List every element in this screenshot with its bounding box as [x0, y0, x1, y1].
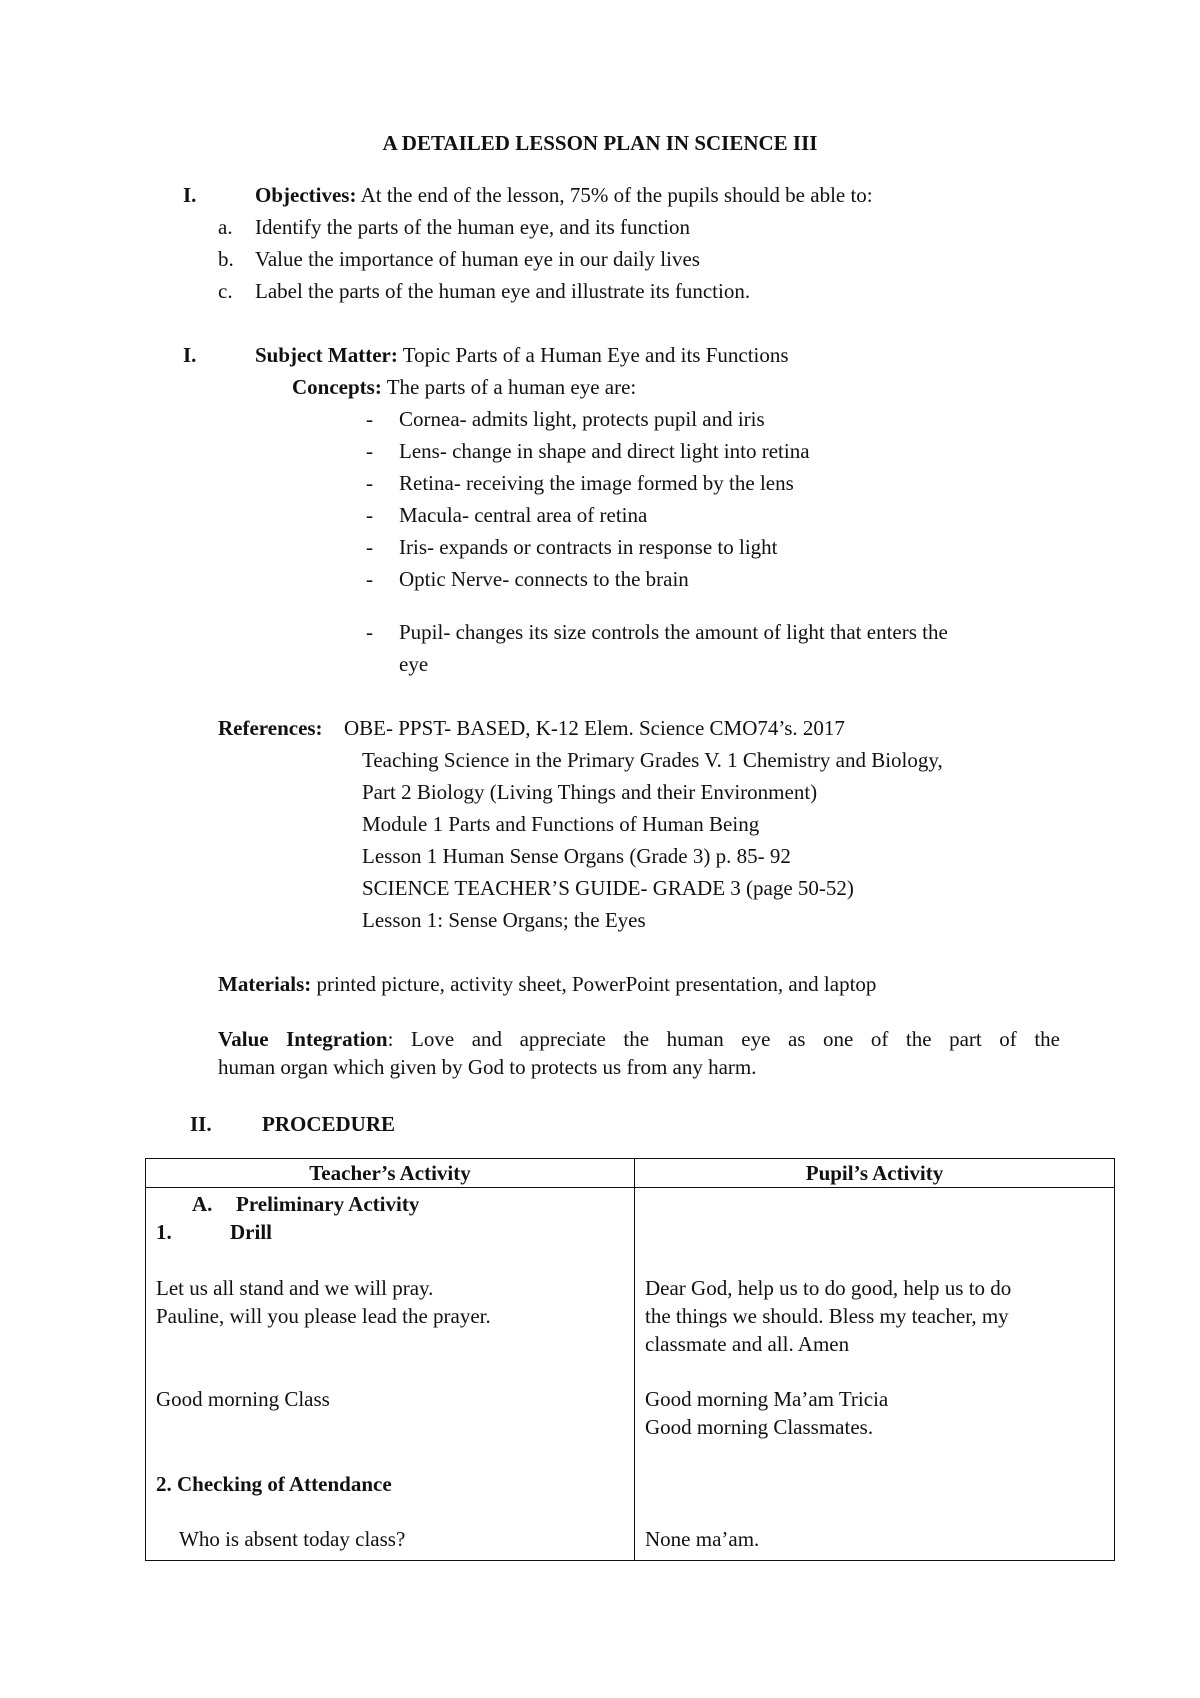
teacher-absent-question: Who is absent today class?: [179, 1527, 406, 1551]
concept-bullet: -: [366, 535, 373, 559]
objectives-heading: [255, 183, 873, 208]
reference-line: Lesson 1: Sense Organs; the Eyes: [362, 908, 646, 932]
preliminary-activity-title: Preliminary Activity: [236, 1192, 420, 1216]
pupil-activity-header: Pupil’s Activity: [635, 1159, 1115, 1188]
teacher-activity-cell: [146, 1188, 635, 1561]
pupil-prayer-line1: Dear God, help us to do good, help us to do: [645, 1276, 1012, 1300]
reference-line: Part 2 Biology (Living Things and their Environment): [362, 780, 818, 804]
pupil-prayer-line2: the things we should. Bless my teacher, my: [645, 1304, 1009, 1328]
procedure-table: [145, 1158, 1115, 1561]
materials-line: [218, 972, 876, 997]
concept-item: Iris- expands or contracts in response to light: [399, 535, 778, 559]
procedure-table-row: [146, 1188, 1115, 1561]
value-integration-label: Value Integration: [218, 1027, 388, 1051]
pupil-prayer-line3: classmate and all. Amen: [645, 1332, 850, 1356]
teacher-pray-line1: Let us all stand and we will pray.: [156, 1276, 434, 1300]
teacher-pray-line2: Pauline, will you please lead the prayer.: [156, 1304, 491, 1328]
reference-line: Module 1 Parts and Functions of Human Being: [362, 812, 760, 836]
objective-item-b: Value the importance of human eye in our daily lives: [255, 247, 700, 271]
concept-bullet: -: [366, 503, 373, 527]
attendance-title: 2. Checking of Attendance: [156, 1472, 392, 1496]
concept-item: Retina- receiving the image formed by the lens: [399, 471, 794, 495]
objective-marker-c: c.: [218, 279, 233, 303]
concept-bullet: -: [366, 439, 373, 463]
subject-matter-heading: [255, 343, 789, 368]
teacher-activity-header: Teacher’s Activity: [146, 1159, 635, 1188]
concepts-heading: [292, 375, 636, 400]
objectives-numeral: I.: [183, 183, 197, 207]
subject-matter-numeral: I.: [183, 343, 197, 367]
concept-bullet: -: [366, 620, 373, 644]
preliminary-marker: A.: [192, 1192, 213, 1216]
subject-matter-topic: Topic Parts of a Human Eye and its Functions: [402, 343, 789, 367]
teacher-greeting: Good morning Class: [156, 1387, 330, 1411]
drill-title: Drill: [230, 1220, 272, 1244]
concepts-label: Concepts:: [292, 375, 382, 399]
reference-line: Teaching Science in the Primary Grades V. 1 Chemistry and Biology,: [362, 748, 943, 772]
concepts-intro: The parts of a human eye are:: [386, 375, 637, 399]
pupil-greeting-line1: Good morning Ma’am Tricia: [645, 1387, 889, 1411]
value-integration-colon: :: [387, 1027, 394, 1051]
drill-number: 1.: [156, 1220, 172, 1244]
concept-bullet: -: [366, 567, 373, 591]
procedure-numeral: II.: [190, 1112, 212, 1136]
concept-item: Optic Nerve- connects to the brain: [399, 567, 689, 591]
concept-item: Lens- change in shape and direct light into retina: [399, 439, 810, 463]
objectives-label: Objectives:: [255, 183, 357, 207]
materials-label: Materials:: [218, 972, 312, 996]
procedure-table-header-row: [146, 1159, 1115, 1188]
pupil-greeting-line2: Good morning Classmates.: [645, 1415, 874, 1439]
objective-marker-a: a.: [218, 215, 233, 239]
concept-bullet: -: [366, 471, 373, 495]
concept-item: Cornea- admits light, protects pupil and iris: [399, 407, 765, 431]
reference-line: Lesson 1 Human Sense Organs (Grade 3) p. 85- 92: [362, 844, 791, 868]
reference-line: OBE- PPST- BASED, K-12 Elem. Science CMO74’s. 2017: [344, 716, 845, 740]
objective-item-a: Identify the parts of the human eye, and its function: [255, 215, 691, 239]
concept-bullet: -: [366, 407, 373, 431]
pupil-activity-cell: [635, 1188, 1115, 1561]
reference-line: SCIENCE TEACHER’S GUIDE- GRADE 3 (page 50-52): [362, 876, 854, 900]
objective-item-c: Label the parts of the human eye and illustrate its function.: [255, 279, 751, 303]
references-label: [218, 716, 323, 741]
value-integration-text-line1: Love and appreciate the human eye as one of the part of the: [411, 1027, 1060, 1051]
procedure-heading: PROCEDURE: [262, 1112, 396, 1136]
subject-matter-label: Subject Matter:: [255, 343, 398, 367]
document-title: A DETAILED LESSON PLAN IN SCIENCE III: [382, 131, 818, 155]
concept-item-pupil-line2: eye: [399, 652, 429, 676]
objective-marker-b: b.: [218, 247, 234, 271]
value-integration-line2: human organ which given by God to protects us from any harm.: [218, 1055, 757, 1079]
objectives-intro: At the end of the lesson, 75% of the pupils should be able to:: [360, 183, 873, 207]
materials-text: printed picture, activity sheet, PowerPoint presentation, and laptop: [316, 972, 877, 996]
references-label-text: References:: [218, 716, 323, 740]
concept-item: Macula- central area of retina: [399, 503, 648, 527]
value-integration-line1: [218, 1027, 1060, 1052]
concept-item-pupil-line1: Pupil- changes its size controls the amount of light that enters the: [399, 620, 948, 644]
pupil-absent-answer: None ma’am.: [645, 1527, 760, 1551]
